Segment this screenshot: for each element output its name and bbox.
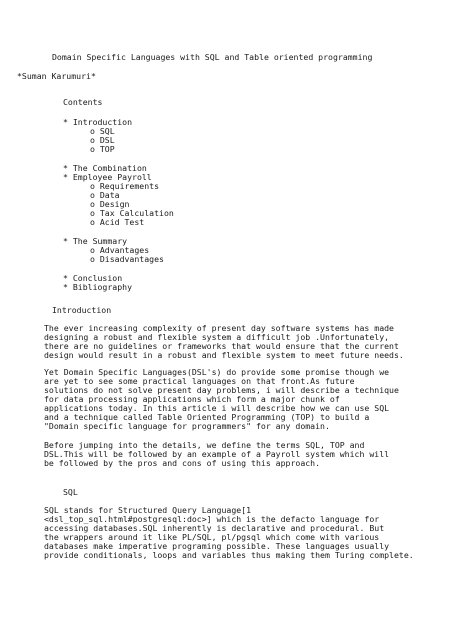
toc-item: * Bibliography — [63, 282, 133, 292]
paragraph: Before jumping into the details, we define the terms SQL, TOP and DSL.This will be followed by an example of a Payroll system which will be followed by the pros and cons of using this approach. — [44, 440, 390, 468]
toc-group — [63, 118, 174, 154]
document-title: Domain Specific Languages with SQL and Table oriented programming — [52, 52, 373, 62]
paragraph: Yet Domain Specific Languages(DSL's) do provide some promise though we are yet to see some practical languages on that front.As future solutions do not solve present day problems, i will describe a technique for data processing applications which form a major chunk of applications today. In this article i will describe how we can use SQL and a technique called Table Oriented Programming (TOP) to build a "Domain specific language for programmers" for any domain. — [44, 367, 399, 431]
author-name: *Suman Karumuri* — [17, 71, 96, 81]
toc-subitem: o Acid Test — [90, 217, 145, 227]
toc-subitem: o Tax Calculation — [90, 208, 174, 218]
toc-group — [63, 237, 174, 264]
toc-subitem: o Design — [90, 199, 130, 209]
toc-item: * The Summary — [63, 236, 128, 246]
toc-subitem: o Data — [90, 190, 120, 200]
toc-subitem: o Requirements — [90, 181, 160, 191]
toc-item: * Employee Payroll — [63, 172, 152, 182]
toc-subitem: o Advantages — [90, 245, 150, 255]
toc-subitem: o TOP — [90, 144, 115, 154]
toc-subitem: o DSL — [90, 135, 115, 145]
paragraph: The ever increasing complexity of present day software systems has made designing a robust and flexible system a difficult job .Unfortunately, there are no guidelines or frameworks that would ensure that the current design would result in a robust and flexible system to meet future needs. — [44, 323, 404, 360]
toc-subitem: o Disadvantages — [90, 254, 164, 264]
sql-paragraph: SQL stands for Structured Query Language[1 <dsl_top_sql.html#postgresql:doc>] which is the defacto language for accessing databases.SQL inherently is declarative and procedural. But the wrappers around it like PL/SQL, pl/pgsql which come with various databases make imperative programing possible. These languages usually provide conditionals, loops and variables thus making them Turing complete. — [44, 505, 414, 560]
contents-heading: Contents — [63, 97, 103, 107]
toc-subitem: o SQL — [90, 126, 115, 136]
toc-group — [63, 283, 174, 292]
toc-item: * Introduction — [63, 117, 133, 127]
sql-heading: SQL — [63, 487, 78, 497]
toc-item: * The Combination — [63, 163, 147, 173]
introduction-heading: Introduction — [52, 305, 112, 315]
toc-group — [63, 173, 174, 227]
table-of-contents — [63, 98, 174, 301]
toc-item: * Conclusion — [63, 273, 123, 283]
